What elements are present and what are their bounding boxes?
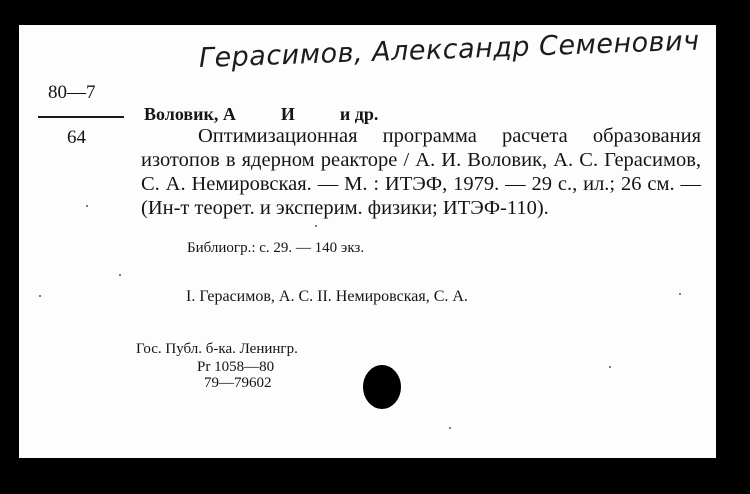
- ink-blot: [363, 365, 401, 409]
- handwritten-note: Герасимов, Александр Семенович: [198, 25, 701, 74]
- call-number-divider: [38, 116, 124, 118]
- dust-speck: [609, 366, 611, 368]
- library-line-3: 79—79602: [204, 375, 272, 391]
- library-line-2: Pr 1058—80: [197, 359, 275, 375]
- call-number-bottom: 64: [67, 127, 86, 148]
- bibliography-note: Библиогр.: с. 29. — 140 экз.: [187, 240, 365, 256]
- dust-speck: [39, 295, 41, 297]
- call-number-top: 80—7: [48, 82, 96, 103]
- dust-speck: [119, 274, 121, 276]
- author-heading: Воловик, А И и др.: [144, 104, 379, 124]
- library-line-1: Гос. Публ. б-ка. Ленингр.: [136, 341, 298, 357]
- dust-speck: [449, 427, 451, 429]
- dust-speck: [679, 293, 681, 295]
- catalog-card: [19, 25, 716, 458]
- tracings: I. Герасимов, А. С. II. Немировская, С. А.: [186, 288, 468, 305]
- dust-speck: [315, 225, 317, 227]
- bibliographic-description: Оптимизационная программа расчета образования изотопов в ядерном реакторе / А. И. Воловик, А. С. Герасимов, С. А. Немировская. — М. : ИТЭФ, 1979. — 29 с., ил.; 26 см. — (Ин-т теорет. и эксперим. физики; ИТЭФ-110).: [141, 125, 701, 219]
- dust-speck: [86, 205, 88, 207]
